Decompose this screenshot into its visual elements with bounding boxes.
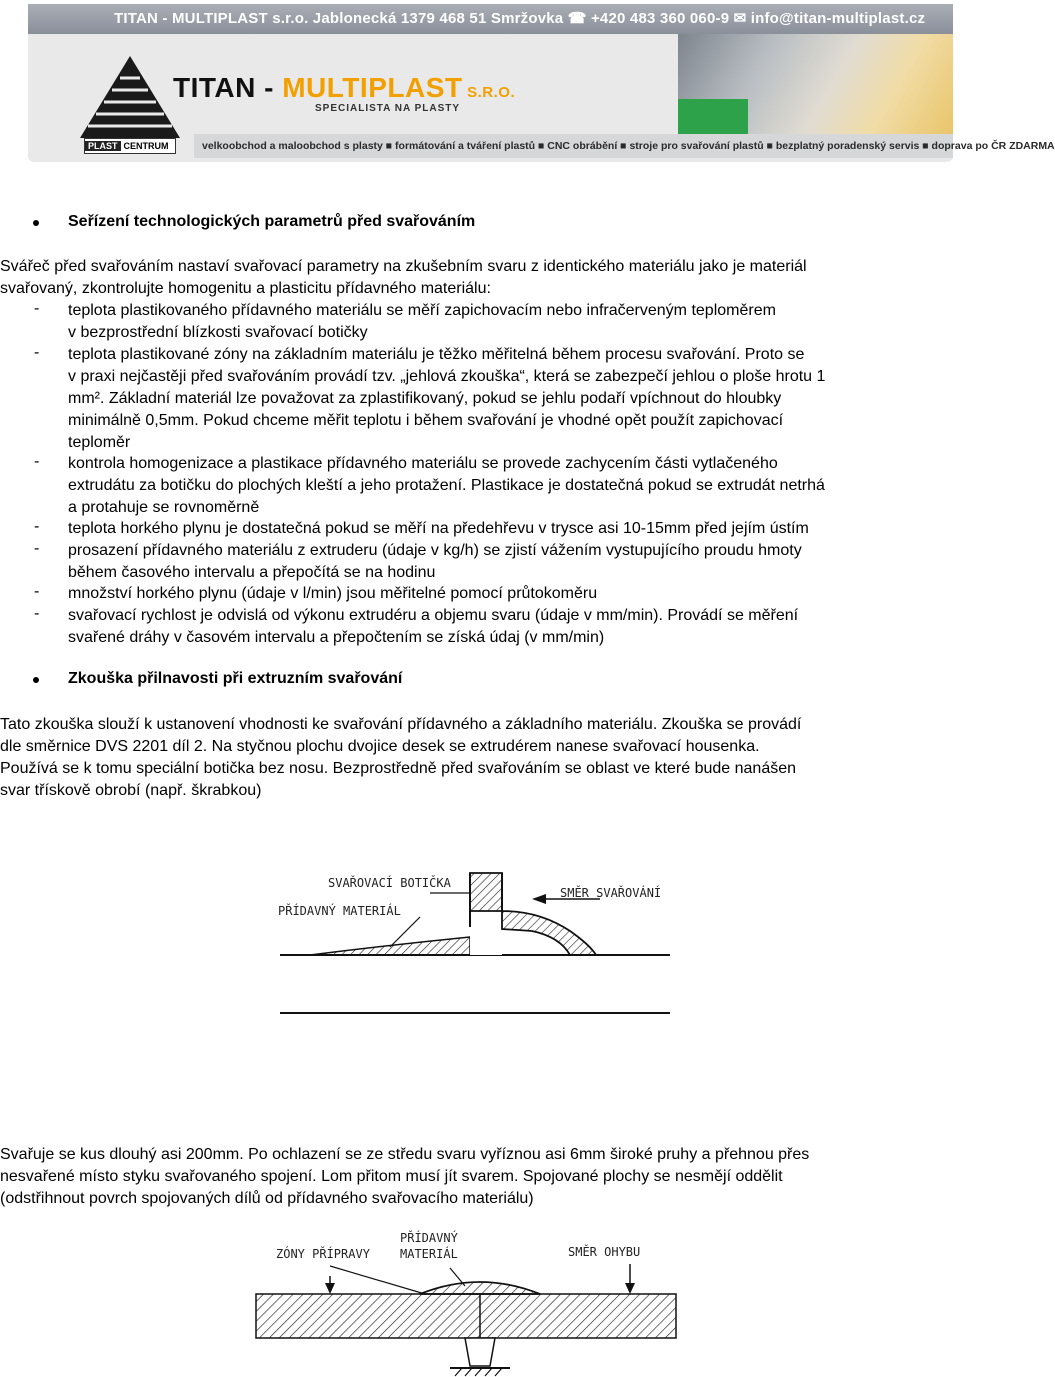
contact-line: TITAN - MULTIPLAST s.r.o. Jablonecká 1379 468 51 Smržovka ☎ +420 483 360 060-9 ✉ info@titan-multiplast.cz <box>28 4 953 34</box>
list-item: svařené dráhy v časovém intervalu a přepočtením se získá údaj (v mm/min) <box>68 629 605 646</box>
company-logo-icon <box>80 56 180 138</box>
list-item: mm². Základní materiál lze považovat za zplastifikovaný, pokud se jehlu podaří vpíchnout do hloubky <box>68 390 782 407</box>
section1-heading: Seřízení technologických parametrů před svařováním <box>68 213 476 230</box>
list-item: teplota horkého plynu je dostatečná pokud se měří na předehřevu v trysce asi 10-15mm před jejím ústím <box>68 520 809 537</box>
bullet-icon <box>33 677 39 683</box>
label-welding-shoe: SVAŘOVACÍ BOTIČKA <box>328 876 451 890</box>
list-item: minimálně 0,5mm. Pokud chceme měřit teplotu i během svařování je vhodné opět použít zapichovací <box>68 412 784 429</box>
label-welding-direction: SMĚR SVAŘOVÁNÍ <box>560 886 662 900</box>
brand-name: TITAN - MULTIPLAST S.R.O. <box>173 72 516 103</box>
list-item: v bezprostřední blízkosti svařovací botičky <box>68 324 368 341</box>
label-bend-direction: SMĚR OHYBU <box>568 1245 641 1259</box>
list-item: extrudátu za botičku do plochých kleští a jeho protažení. Plastikace je dostatečná pokud se extrudát netrhá <box>68 477 825 494</box>
services-line: velkoobchod a maloobchod s plasty ■ formátování a tváření plastů ■ CNC obrábění ■ stroje pro svařování plastů ■ bezplatný poradenský servis ■ doprava po ČR ZDARMA <box>194 134 953 158</box>
header-photo-green-sheet <box>678 99 748 134</box>
bullet-icon <box>33 220 39 226</box>
bend-test-diagram <box>250 1228 690 1377</box>
section2-heading: Zkouška přilnavosti při extruzním svařování <box>68 670 403 687</box>
list-item: v praxi nejčastěji před svařováním provádí tzv. „jehlová zkouška“, která se zabezpečí jehlou o ploše hrotu 1 <box>68 368 826 385</box>
list-item: teplota plastikované zóny na základním materiálu je těžko měřitelná během procesu svařování. Proto se <box>68 346 805 363</box>
section2-paragraph-line: dle směrnice DVS 2201 díl 2. Na styčnou plochu dvojice desek se extrudérem nanese svařovací housenka. <box>0 738 760 755</box>
section2-paragraph-line: (odstřihnout povrch spojovaných dílů od přídavného svařovacího materiálu) <box>0 1190 534 1207</box>
list-item: teploměr <box>68 434 131 451</box>
section2-paragraph-line: Tato zkouška slouží k ustanovení vhodnosti ke svařování přídavného a základního materiálu. Zkouška se provádí <box>0 716 802 733</box>
section1-intro-line: Svářeč před svařováním nastaví svařovací parametry na zkušebním svaru z identického materiálu jako je materiál <box>0 258 807 275</box>
label-filler-2: MATERIÁL <box>400 1247 458 1261</box>
list-item: svařovací rychlost je odvislá od výkonu extrudéru a objemu svaru (údaje v mm/min). Provádí se měření <box>68 607 799 624</box>
label-filler-material: PŘÍDAVNÝ MATERIÁL <box>278 904 401 918</box>
section2-paragraph-line: Používá se k tomu speciální botička bez nosu. Bezprostředně před svařováním se oblast ve které bude nanášen <box>0 760 797 777</box>
label-filler-1: PŘÍDAVNÝ <box>400 1231 458 1245</box>
list-item: prosazení přídavného materiálu z extruderu (údaje v kg/h) se zjistí vážením vystupujícího proudu hmoty <box>68 542 802 559</box>
list-item: množství horkého plynu (údaje v l/min) jsou měřitelné pomocí průtokoměru <box>68 585 598 602</box>
section2-paragraph-line: nesvařené místo styku svařovaného spojení. Lom přitom musí jít svarem. Spojované plochy se nesmějí oddělit <box>0 1168 783 1185</box>
plast-centrum-badge: PLAST CENTRUM <box>84 138 176 154</box>
welding-shoe-diagram <box>270 865 710 1025</box>
list-item: kontrola homogenizace a plastikace přídavného materiálu se provede zachycením části vytlačeného <box>68 455 778 472</box>
brand-tagline: SPECIALISTA NA PLASTY <box>315 103 461 114</box>
list-item: během časového intervalu a přepočítá se na hodinu <box>68 564 436 581</box>
list-item: a protahuje se rovnoměrně <box>68 499 260 516</box>
section1-intro-line: svařovaný, zkontrolujte homogenitu a plasticitu přídavného materiálu: <box>0 280 491 297</box>
header-banner <box>28 4 1055 162</box>
list-item: teplota plastikovaného přídavného materiálu se měří zapichovacím nebo infračerveným teploměrem <box>68 302 776 319</box>
label-preparation-zones: ZÓNY PŘÍPRAVY <box>276 1247 370 1261</box>
section2-paragraph-line: Svařuje se kus dlouhý asi 200mm. Po ochlazení se ze středu svaru vyříznou asi 6mm široké pruhy a přehnou přes <box>0 1146 810 1163</box>
section2-paragraph-line: svar třískově obrobí (např. škrabkou) <box>0 782 262 799</box>
